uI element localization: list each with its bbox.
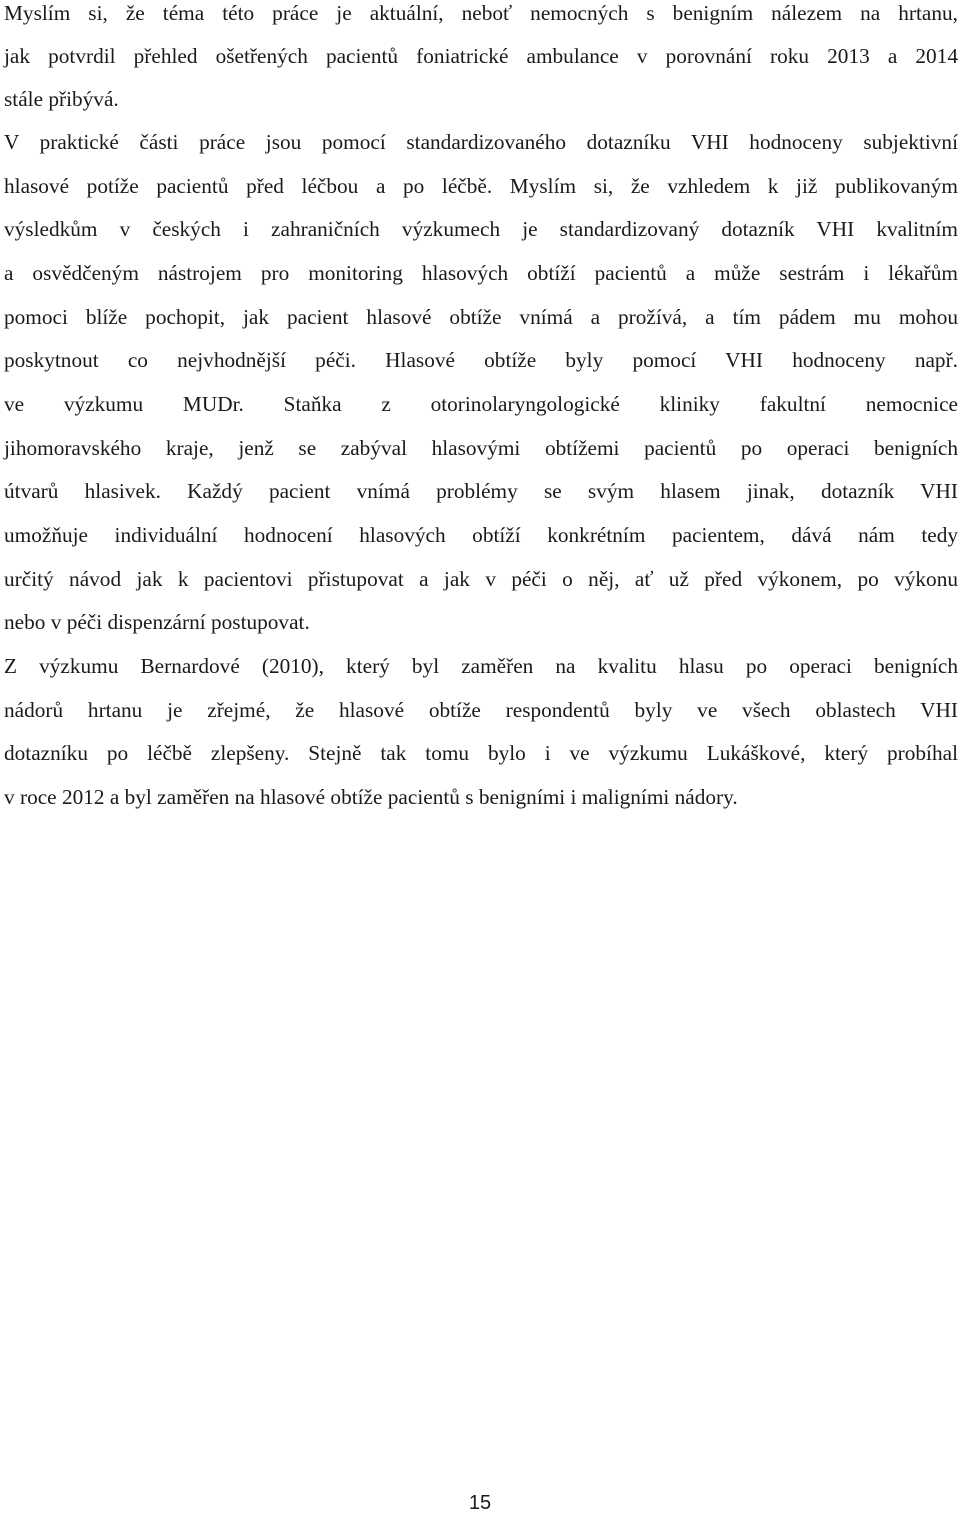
text-line: výsledkům v českých i zahraničních výzkumech je standardizovaný dotazník VHI kvalitním — [4, 217, 958, 241]
text-line: určitý návod jak k pacientovi přistupovat a jak v péči o něj, ať už před výkonem, po výkonu — [4, 567, 958, 591]
text-line: a osvědčeným nástrojem pro monitoring hlasových obtíží pacientů a může sestrám i lékařům — [4, 261, 958, 285]
text-line: hlasové potíže pacientů před léčbou a po léčbě. Myslím si, že vzhledem k již publikovaným — [4, 174, 958, 198]
text-line: v roce 2012 a byl zaměřen na hlasové obtíže pacientů s benigními i maligními nádory. — [4, 785, 738, 809]
text-line: stále přibývá. — [4, 87, 119, 111]
text-line: jihomoravského kraje, jenž se zabýval hlasovými obtížemi pacientů po operaci benigních — [4, 436, 958, 460]
text-line: Z výzkumu Bernardové (2010), který byl zaměřen na kvalitu hlasu po operaci benigních — [4, 654, 958, 678]
text-line: V praktické části práce jsou pomocí standardizovaného dotazníku VHI hodnoceny subjektivní — [4, 130, 958, 154]
text-line: ve výzkumu MUDr. Staňka z otorinolaryngologické kliniky fakultní nemocnice — [4, 392, 958, 416]
text-line: pomoci blíže pochopit, jak pacient hlasové obtíže vnímá a prožívá, a tím pádem mu mohou — [4, 305, 958, 329]
text-line: útvarů hlasivek. Každý pacient vnímá problémy se svým hlasem jinak, dotazník VHI — [4, 479, 958, 503]
text-line: nebo v péči dispenzární postupovat. — [4, 610, 310, 634]
text-line: poskytnout co nejvhodnější péči. Hlasové obtíže byly pomocí VHI hodnoceny např. — [4, 348, 958, 372]
text-line: umožňuje individuální hodnocení hlasových obtíží konkrétním pacientem, dává nám tedy — [4, 523, 958, 547]
text-line: nádorů hrtanu je zřejmé, že hlasové obtíže respondentů byly ve všech oblastech VHI — [4, 698, 958, 722]
text-line: jak potvrdil přehled ošetřených pacientů foniatrické ambulance v porovnání roku 2013 a 2014 — [4, 44, 958, 68]
page-number: 15 — [468, 1492, 492, 1514]
text-line: Myslím si, že téma této práce je aktuální, neboť nemocných s benigním nálezem na hrtanu, — [4, 1, 958, 25]
text-line: dotazníku po léčbě zlepšeny. Stejně tak tomu bylo i ve výzkumu Lukáškové, který probíhal — [4, 741, 958, 765]
